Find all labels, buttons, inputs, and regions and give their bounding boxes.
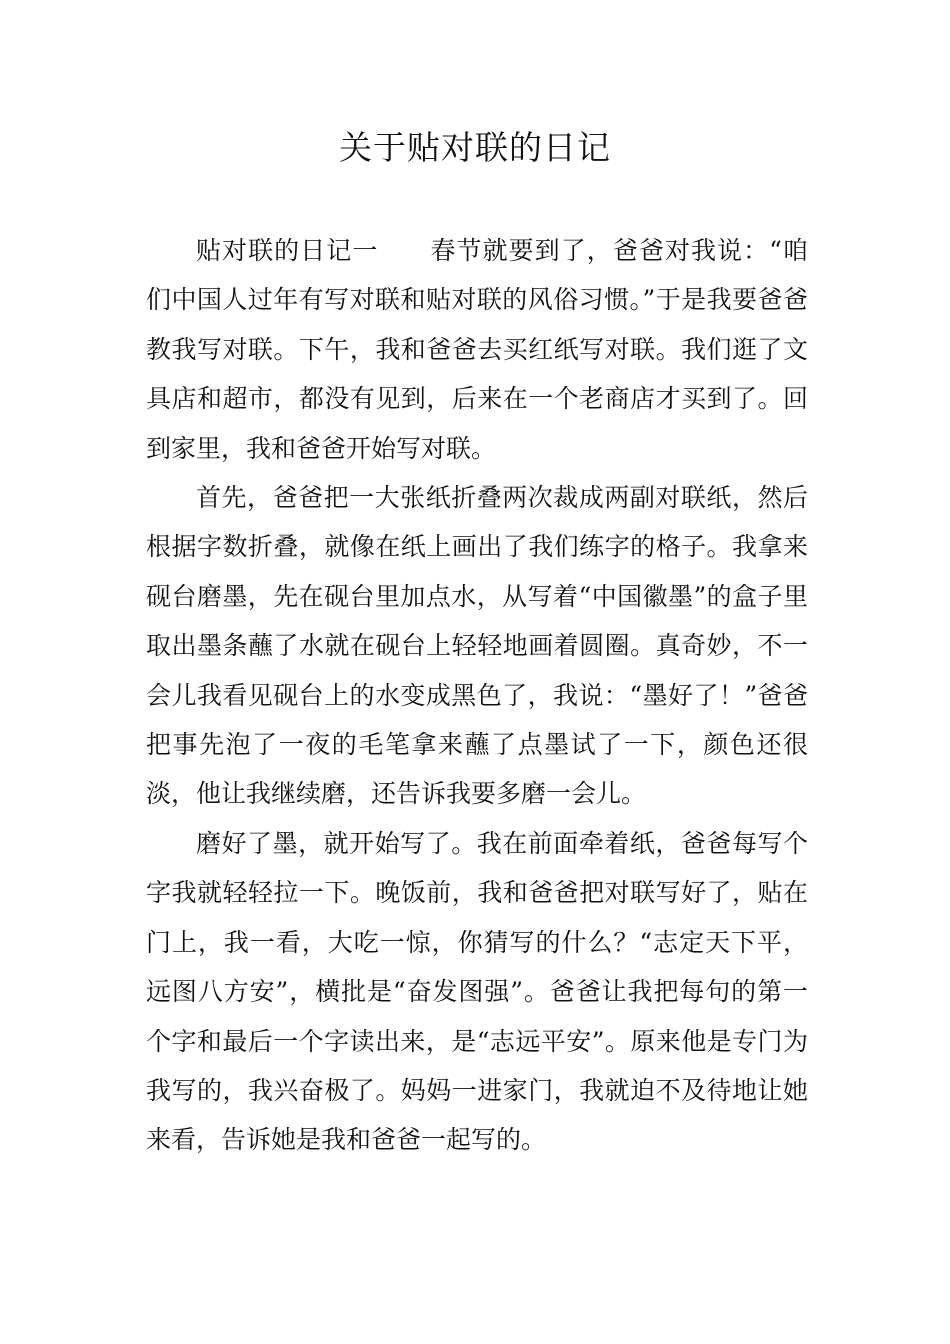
page-title: 关于贴对联的日记 [339,128,611,167]
paragraph-3: 磨好了墨，就开始写了。我在前面牵着纸，爸爸每写个字我就轻轻拉一下。晚饭前，我和爸爸把对联写好了，贴在门上，我一看，大吃一惊，你猜写的什么？“志定天下平，远图八方安”，横批是“奋发图强”。爸爸让我把每句的第一个字和最后一个字读出来，是“志远平安”。原来他是专门为我写的，我兴奋极了。妈妈一进家门，我就迫不及待地让她来看，告诉她是我和爸爸一起写的。 [146,828,808,1155]
paragraph-1: 贴对联的日记一 春节就要到了，爸爸对我说：“咱们中国人过年有写对联和贴对联的风俗习惯。”于是我要爸爸教我写对联。下午，我和爸爸去买红纸写对联。我们逛了文具店和超市，都没有见到，后来在一个老商店才买到了。回到家里，我和爸爸开始写对联。 [146,236,808,463]
document-body [146,226,808,1165]
paragraph-2: 首先，爸爸把一大张纸折叠两次裁成两副对联纸，然后根据字数折叠，就像在纸上画出了我们练字的格子。我拿来砚台磨墨，先在砚台里加点水，从写着“中国徽墨”的盒子里取出墨条蘸了水就在砚台上轻轻地画着圆圈。真奇妙，不一会儿我看见砚台上的水变成黑色了，我说：“墨好了！”爸爸把事先泡了一夜的毛笔拿来蘸了点墨试了一下，颜色还很淡，他让我继续磨，还告诉我要多磨一会儿。 [146,483,808,809]
